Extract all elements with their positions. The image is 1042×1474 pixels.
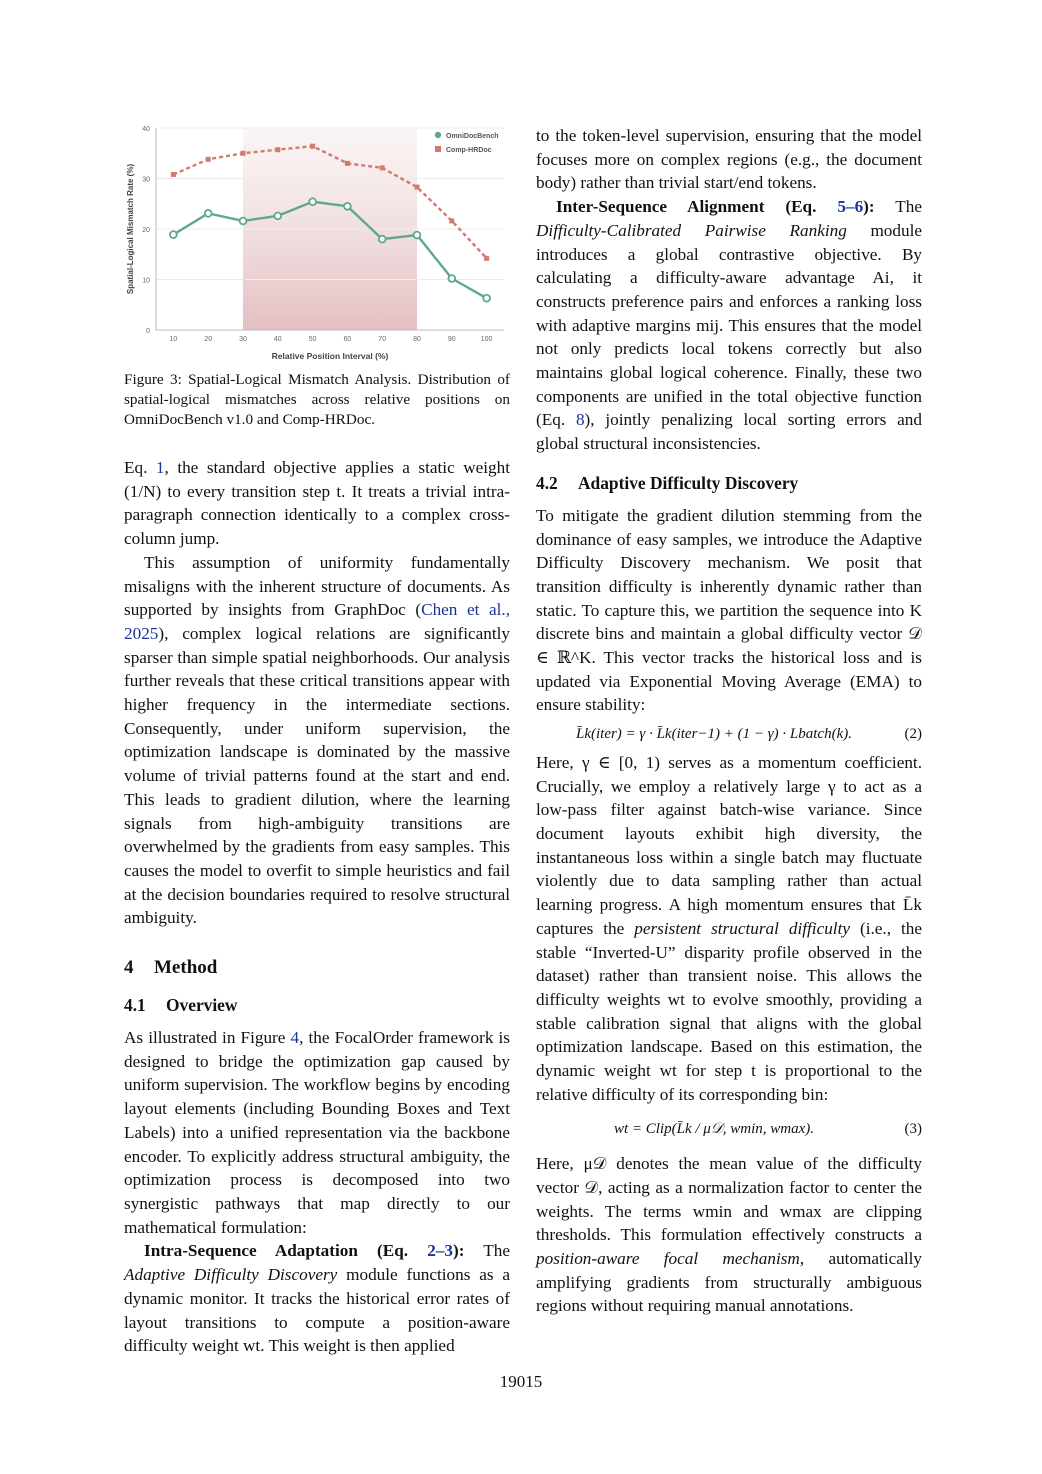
x-tick-label: 10 [169, 336, 178, 343]
emphasis: persistent structural difficulty [634, 918, 850, 938]
x-tick-label: 20 [204, 336, 213, 343]
legend-label: OmniDocBench [446, 133, 499, 140]
equation-link[interactable]: 5–6 [837, 197, 864, 217]
y-tick-label: 30 [142, 176, 150, 184]
text: The [874, 197, 922, 217]
equation-2 [536, 723, 922, 747]
text: Here, μ𝒟 denotes the mean value of the difficulty vector 𝒟, acting as a normalization factor to center the weights. The terms wmin and wmax are clipping thresholds. This formulation effectively constructs a [536, 1154, 922, 1245]
data-point [415, 185, 420, 190]
emphasis: Difficulty-Calibrated Pairwise Ranking [536, 220, 847, 240]
equation-number: (3) [904, 1121, 922, 1138]
figure-caption: Figure 3: Spatial-Logical Mismatch Analysis. Distribution of spatial-logical mismatches across relative positions on OmniDocBench v1.0 and Comp-HRDoc. [124, 371, 510, 428]
data-point [171, 172, 176, 177]
section-number: 4 [124, 957, 134, 979]
text: ): [863, 197, 875, 217]
data-point [344, 203, 351, 210]
paragraph-momentum [536, 751, 922, 1107]
legend-label: Comp-HRDoc [446, 147, 492, 154]
data-point [483, 295, 490, 302]
text: This assumption of uniformity fundamentally misaligns with the inherent structure of documents. As supported by insights from GraphDoc ( [124, 552, 510, 620]
emphasis: position-aware focal mechanism [536, 1248, 800, 1268]
y-tick-label: 40 [142, 126, 150, 133]
subsection-heading-overview [124, 994, 510, 1016]
paragraph-inter-sequence [536, 195, 922, 456]
equation-number: (2) [904, 726, 922, 743]
equation-link[interactable]: 8 [575, 410, 585, 430]
figure-3 [124, 124, 510, 364]
subsection-heading-adaptive [536, 472, 922, 494]
paragraph-token-supervision: to the token-level supervision, ensuring that the model focuses more on complex regions (e.g., the document body) rather than trivial start/end tokens. [536, 126, 922, 193]
subsection-number: 4.1 [124, 995, 146, 1016]
data-point [379, 236, 386, 243]
equation-link[interactable]: 1 [155, 458, 165, 477]
text: , the standard objective applies a static weight (1/N) to every transition step t. It treats a trivial intra-paragraph connection identically to a complex cross-column jump. [124, 458, 510, 549]
text: module functions as a dynamic monitor. It tracks the historical error rates of layout transitions to compute a position-aware difficulty weight wt. This weight is then applied [124, 1265, 510, 1356]
text: Inter-Sequence Alignment (Eq. [556, 197, 838, 217]
text: Intra-Sequence Adaptation (Eq. [144, 1241, 428, 1261]
equation-3 [536, 1118, 922, 1142]
text: ), jointly penalizing local sorting errors and global structural inconsistencies. [536, 410, 922, 454]
data-point [310, 144, 315, 149]
text: ): [453, 1241, 465, 1261]
paragraph-adaptive-intro: To mitigate the gradient dilution stemming from the dominance of easy samples, we introduce the Adaptive Difficulty Discovery mechanism. We posit that transition difficulty is inherently dynamic rather than static. To capture this, we partition the sequence into K discrete bins and maintain a global difficulty vector 𝒟 ∈ ℝ^K. This vector tracks the historical loss and is updated via Exponential Moving Average (EMA) to ensure stability: [536, 505, 922, 715]
paragraph-static-objective [124, 456, 510, 551]
run-in-heading [556, 197, 875, 216]
data-point [309, 198, 316, 205]
x-tick-label: 40 [273, 336, 282, 343]
y-axis-label: Spatial-Logical Mismatch Rate (%) [126, 163, 135, 295]
right-column [536, 124, 922, 1318]
paragraph-uniformity [124, 551, 510, 930]
data-point [170, 231, 177, 238]
text: As illustrated in Figure [124, 1028, 291, 1048]
legend-marker [435, 132, 441, 138]
figure-link[interactable]: 4 [290, 1028, 300, 1048]
emphasis: Adaptive Difficulty Discovery [124, 1265, 338, 1285]
paragraph-normalization [536, 1152, 922, 1318]
data-point [274, 212, 281, 219]
data-point [484, 256, 489, 261]
paragraph-intra-sequence [124, 1239, 510, 1358]
x-tick-label: 60 [343, 336, 352, 343]
data-point [206, 157, 211, 162]
legend-marker [435, 146, 441, 152]
x-axis-label: Relative Position Interval (%) [271, 351, 389, 361]
subsection-title: Adaptive Difficulty Discovery [578, 472, 799, 493]
data-point [240, 218, 247, 225]
data-point [205, 210, 212, 217]
data-point [448, 275, 455, 282]
x-tick-label: 50 [308, 336, 317, 343]
text: Here, γ ∈ [0, 1) serves as a momentum coefficient. Crucially, we employ a relatively large γ to act as a low-pass filter against batch-wise variance. Since document layouts exhibit high diversity, the instantaneous loss within a single batch may fluctuate violently due to data sampling rather than actual learning progress. A high momentum ensures that L̄k captures the [536, 752, 922, 938]
text: ), complex logical relations are significantly sparser than simple spatial neighborhoods. Our analysis further reveals that these critical transitions appear with higher frequency in the intermediate sections. Consequently, under uniform supervision, the optimization landscape is dominated by the massive volume of trivial patterns found at the start and end. This leads to gradient dilution, where the learning signals from high-ambiguity transitions are overwhelmed by the gradients from easy samples. This causes the model to overfit to simple heuristics and fail at the decision boundaries required to resolve structural ambiguity. [124, 623, 510, 928]
x-tick-label: 70 [378, 336, 387, 343]
data-point [275, 147, 280, 152]
x-tick-label: 90 [447, 336, 456, 343]
text: module introduces a global contrastive objective. By calculating a difficulty-aware advantage Ai, it constructs preference pairs and enforces a ranking loss with adaptive margins mij. This ensures that the model not only predicts local tokens correctly but also maintains global logical coherence. Finally, these two components are unified in the total objective function (Eq. [536, 220, 922, 430]
data-point [380, 165, 385, 170]
data-point [414, 232, 421, 239]
section-title: Method [154, 957, 218, 979]
equation-link[interactable]: 2–3 [427, 1241, 453, 1261]
mismatch-chart [124, 124, 510, 364]
paragraph-overview [124, 1026, 510, 1239]
text: , automatically amplifying gradients from structurally ambiguous regions without requiring manual annotations. [536, 1248, 923, 1316]
x-tick-label: 100 [480, 336, 493, 343]
text: Eq. [124, 458, 156, 477]
x-tick-label: 80 [413, 336, 421, 343]
data-point [345, 161, 350, 166]
y-tick-label: 20 [142, 227, 150, 234]
text: , the FocalOrder framework is designed to bridge the optimization gap caused by uniform supervision. The workflow begins by encoding layout elements (including Bounding Boxes and Text Labels) into a unified representation via the backbone encoder. To explicitly address structural ambiguity, the optimization process is decomposed into two synergistic pathways that map directly to our mathematical formulation: [124, 1028, 510, 1237]
citation-link[interactable]: Chen et al., 2025 [124, 600, 510, 643]
text: The [464, 1241, 510, 1261]
data-point [449, 218, 454, 223]
y-tick-label: 0 [146, 328, 150, 335]
left-column [124, 124, 510, 1358]
section-heading-method [124, 956, 510, 980]
y-tick-label: 10 [142, 277, 150, 285]
text: (i.e., the stable “Inverted-U” disparity profile observed in the dataset) rather than transient noise. This allows the difficulty weights wt to evolve smoothly, providing a stable calibration signal that aligns with the global optimization landscape. Based on this estimation, the dynamic weight wt for step t is proportional to the relative difficulty of its corresponding bin: [536, 918, 922, 1104]
subsection-number: 4.2 [536, 472, 558, 493]
equation-body: wt = Clip(L̄k / μ𝒟, wmin, wmax). [613, 1121, 815, 1138]
page-number: 19015 [499, 1372, 543, 1391]
subsection-title: Overview [166, 995, 238, 1016]
run-in-heading [144, 1241, 464, 1260]
data-point [241, 151, 246, 156]
x-tick-label: 30 [239, 336, 247, 343]
equation-body: L̄k(iter) = γ · L̄k(iter−1) + (1 − γ) · Lbatch(k). [575, 726, 852, 743]
